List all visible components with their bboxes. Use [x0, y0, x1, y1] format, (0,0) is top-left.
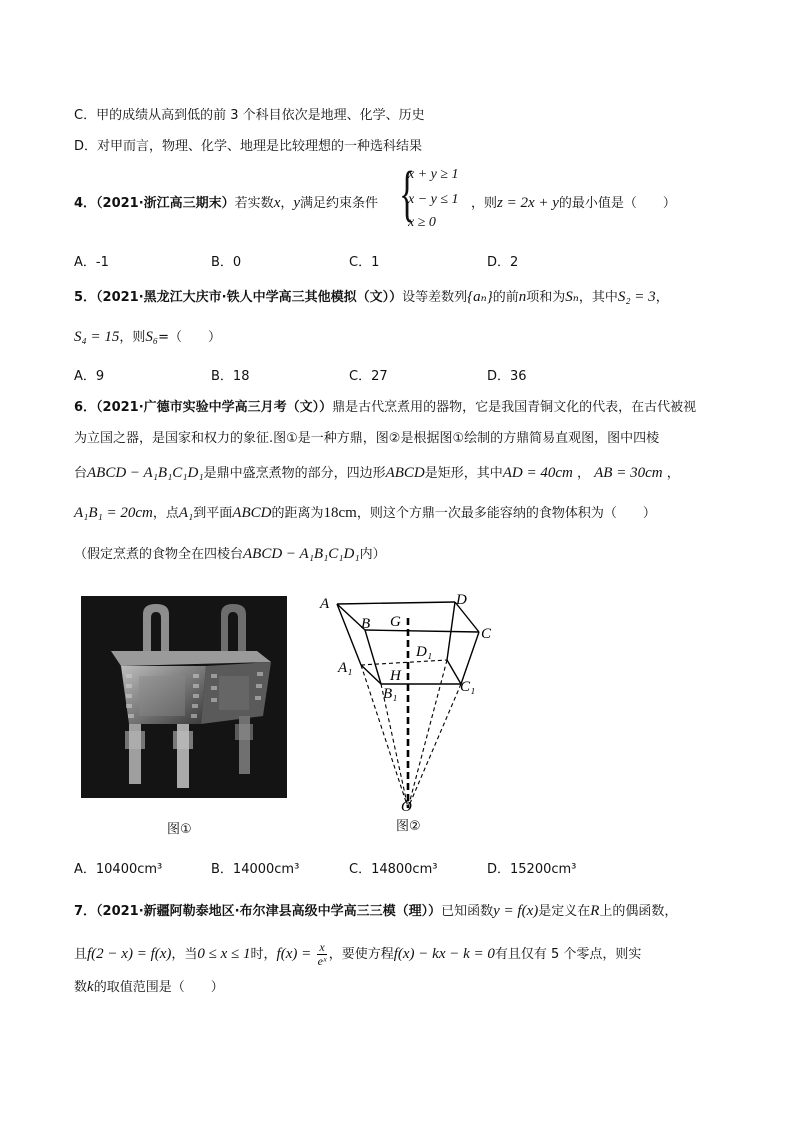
q4-var-y: y — [293, 195, 301, 211]
q4-source: （2021·浙江高三期末） — [96, 196, 235, 211]
constraint-3: x ≥ 0 — [408, 215, 436, 230]
q5-seq: {aₙ} — [467, 289, 493, 305]
q5-sn: Sₙ — [565, 289, 579, 305]
q7-text3: 上的偶函数， — [599, 904, 678, 919]
q4-number: 4． — [74, 196, 97, 211]
q6-text4b: 到平面 — [193, 506, 233, 521]
q7-line-2 — [74, 941, 641, 968]
constraint-1: x + y ≥ 1 — [408, 167, 459, 182]
q6-height: 18cm — [323, 505, 357, 521]
q5-source: （2021·黑龙江大庆市·铁人中学高三其他模拟（文）） — [96, 290, 403, 305]
q4-option-c: C．1 — [349, 255, 380, 270]
q7-text2: 是定义在 — [538, 904, 591, 919]
q4-option-a: A．-1 — [74, 255, 109, 270]
q3-option-c: C．甲的成绩从高到低的前 3 个科目依次是地理、化学、历史 — [74, 108, 425, 123]
q6-text4c: 的距离为 — [271, 506, 324, 521]
figure-1-caption: 图① — [167, 822, 192, 837]
q5-s6: S₆ — [145, 329, 159, 345]
q7-equation: f(x) − kx − k = 0 — [393, 946, 495, 962]
q6-ad: AD = 40cm — [502, 465, 573, 481]
q5-option-a: A．9 — [74, 369, 105, 384]
q6-option-a: A．10400cm³ — [74, 862, 163, 877]
q6-note-frustum: ABCD − A₁B₁C₁D₁ — [243, 546, 360, 562]
q7-text1: 已知函数 — [441, 904, 494, 919]
q6-line-2: 为立国之器，是国家和权力的象征.图①是一种方鼎，图②是根据图①绘制的方鼎简易直观图，图中四棱 — [74, 431, 660, 446]
label-d1: D₁ — [416, 644, 433, 660]
label-c: C — [481, 626, 492, 642]
q7-symmetry: f(2 − x) = f(x) — [87, 946, 172, 962]
q3-option-d: D．对甲而言，物理、化学、地理是比较理想的一种选科结果 — [74, 139, 423, 154]
q6-abcd: ABCD — [385, 465, 425, 481]
q4-stem — [74, 192, 378, 212]
label-d: D — [456, 592, 467, 608]
q5-comma: ， — [655, 290, 669, 305]
q4-comma: ， — [280, 196, 294, 211]
q7-source: （2021·新疆阿勒泰地区·布尔津县高级中学高三三模（理）） — [96, 904, 442, 919]
label-g: G — [390, 614, 401, 630]
q6-abcd-2: ABCD — [232, 505, 272, 521]
q6-text3c: 是矩形，其中 — [424, 466, 503, 481]
q6-text4d: ，则这个方鼎一次最多能容纳的食物体积为（ ） — [356, 506, 656, 521]
figure-2-caption: 图② — [396, 819, 421, 834]
q5-stem — [74, 286, 669, 306]
q6-text3a: 台 — [74, 466, 88, 481]
q5-s2: S₂ = 3 — [617, 289, 656, 305]
q6-note — [74, 543, 386, 563]
q5-stem-2 — [74, 326, 221, 346]
q7-r: R — [590, 903, 600, 919]
q7-k: k — [87, 979, 94, 995]
q4-tail — [471, 192, 676, 212]
q7-line-3 — [74, 976, 224, 996]
q6-note-b: 内） — [359, 547, 386, 562]
q6-ab: AB = 30cm — [594, 465, 663, 481]
q5-text5: ，则 — [119, 330, 146, 345]
q7-text2a: 且 — [74, 947, 88, 962]
q6-a1b1: A₁B₁ = 20cm — [74, 505, 153, 521]
constraint-brace: { — [399, 160, 416, 228]
q4-var-x: x — [273, 195, 281, 211]
q6-option-d: D．15200cm³ — [487, 862, 577, 877]
q4-text4: 的最小值是（ ） — [558, 196, 676, 211]
q7-fx: y = f(x) — [493, 903, 539, 919]
q6-line-1 — [74, 396, 696, 415]
q7-text2e: 有且仅有 5 个零点，则实 — [494, 947, 642, 962]
q4-option-b: B．0 — [211, 255, 242, 270]
q7-text2d: ，要使方程 — [328, 947, 394, 962]
q4-text3: ，则 — [471, 196, 498, 211]
q6-line-4 — [74, 502, 656, 522]
q7-text2c: 时， — [250, 947, 277, 962]
constraint-2: x − y ≤ 1 — [408, 192, 459, 207]
q6-a1: A₁ — [178, 505, 194, 521]
q6-text3b: 是鼎中盛烹煮物的部分，四边形 — [203, 466, 386, 481]
q6-option-b: B．14000cm³ — [211, 862, 300, 877]
label-b1: B₁ — [383, 686, 398, 702]
q7-text2b: ，当 — [171, 947, 198, 962]
q5-number: 5． — [74, 290, 97, 305]
label-c1: C₁ — [460, 679, 476, 695]
frustum-diagram — [315, 588, 515, 820]
label-h: H — [390, 668, 401, 684]
label-a1: A₁ — [338, 660, 353, 676]
q6-text4a: ，点 — [152, 506, 179, 521]
q6-note-a: （假定烹煮的食物全在四棱台 — [74, 547, 244, 562]
q6-option-c: C．14800cm³ — [349, 862, 438, 877]
q7-fraction — [317, 941, 326, 968]
q5-text3: 项和为 — [526, 290, 566, 305]
q5-text1: 设等差数列 — [402, 290, 468, 305]
q6-number: 6． — [74, 400, 97, 415]
q5-text6: =（ ） — [158, 330, 221, 345]
q4-text2: 满足约束条件 — [300, 196, 379, 211]
q6-source: （2021·广德市实验中学高三月考（文）） — [96, 400, 333, 415]
label-b: B — [361, 616, 371, 632]
q4-objective: z = 2x + y — [497, 195, 559, 211]
ding-photo — [81, 596, 287, 798]
q5-option-b: B．18 — [211, 369, 250, 384]
q7-text3a: 数 — [74, 980, 88, 995]
q7-frac-den: eˣ — [317, 954, 327, 968]
q4-text1: 若实数 — [234, 196, 274, 211]
q7-frac-num: x — [319, 940, 325, 954]
q4-option-d: D．2 — [487, 255, 519, 270]
q5-option-d: D．36 — [487, 369, 527, 384]
q5-n: n — [518, 289, 527, 305]
q6-text1: 鼎是古代烹煮用的器物，它是我国青铜文化的代表，在古代被视 — [332, 400, 697, 415]
q7-line-1 — [74, 900, 677, 920]
q5-s4: S₄ = 15 — [74, 329, 120, 345]
q7-number: 7． — [74, 904, 97, 919]
q7-text3b: 的取值范围是（ ） — [93, 980, 224, 995]
label-a: A — [320, 596, 330, 612]
q6-line-3: 台ABCD − A₁B₁C₁D₁是鼎中盛烹煮物的部分，四边形ABCD是矩形，其中AD = 40cm ， AB = 30cm ， — [74, 465, 680, 481]
q5-text2: 的前 — [492, 290, 519, 305]
q6-frustum: ABCD − A₁B₁C₁D₁ — [87, 465, 204, 481]
label-o: O — [401, 799, 412, 815]
q5-option-c: C．27 — [349, 369, 388, 384]
q5-text4: ，其中 — [578, 290, 618, 305]
q7-def-lhs: f(x) = — [276, 946, 312, 962]
q7-domain: 0 ≤ x ≤ 1 — [197, 946, 251, 962]
